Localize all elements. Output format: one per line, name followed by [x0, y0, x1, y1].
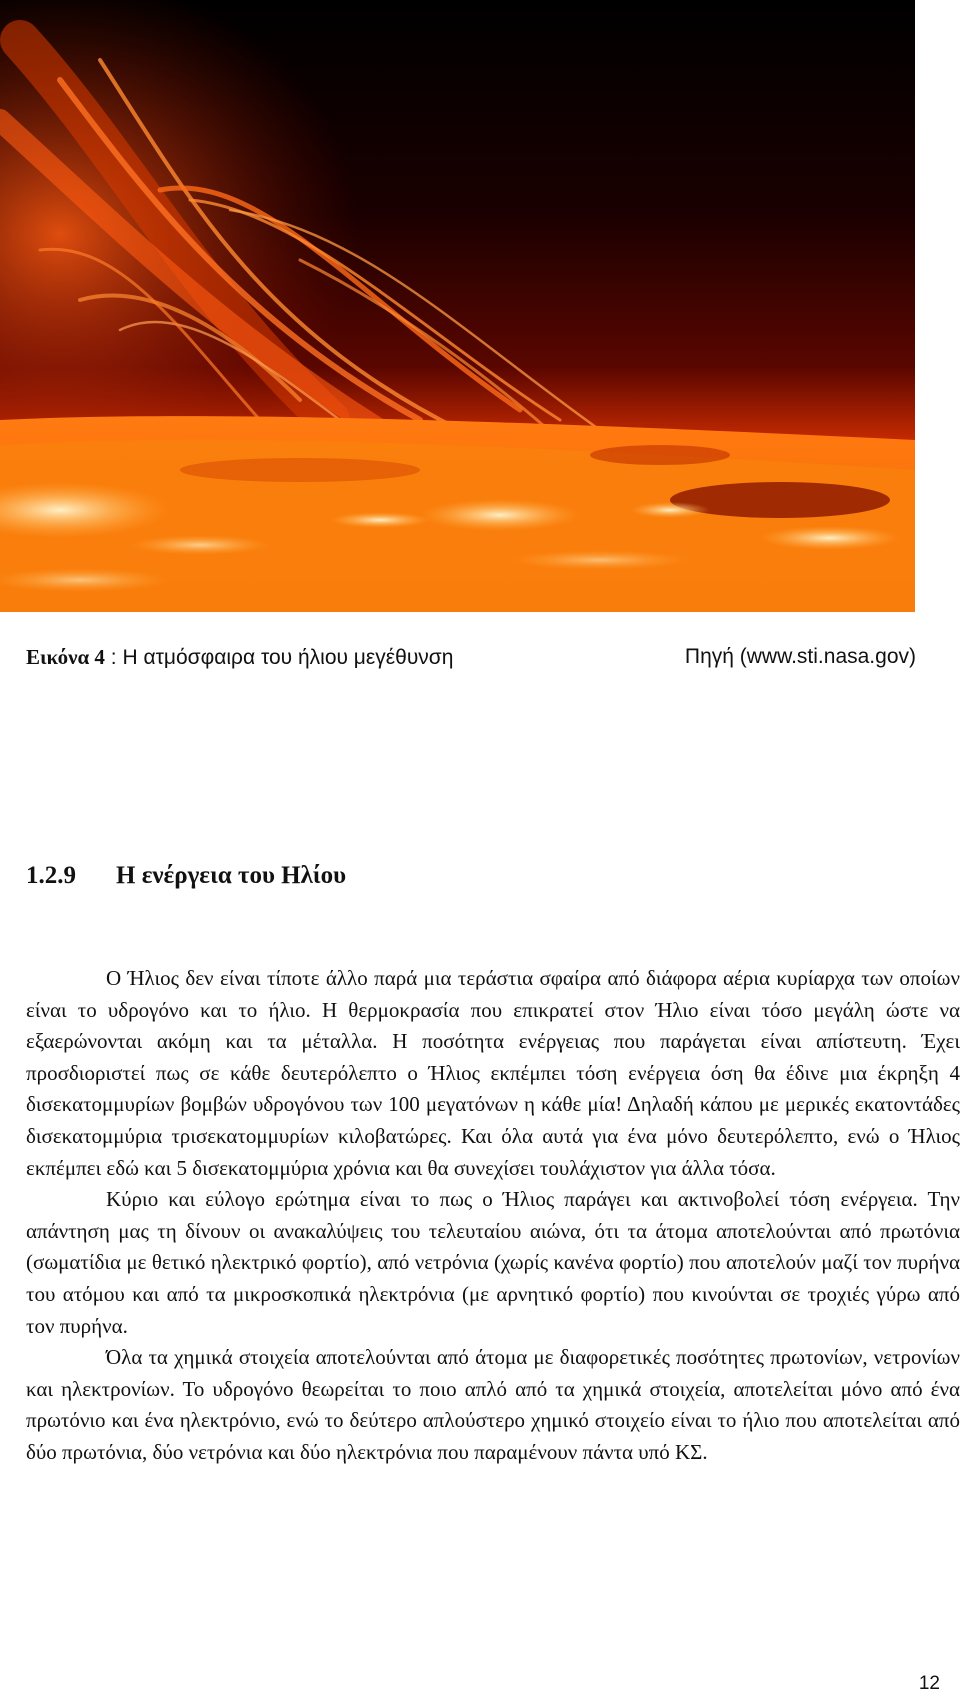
page-number: 12: [918, 1673, 940, 1694]
solar-atmosphere-figure: [0, 0, 915, 612]
caption-label: Εικόνα 4: [26, 645, 105, 669]
solar-atmosphere-icon: [0, 0, 915, 612]
caption-source: Πηγή (www.sti.nasa.gov): [684, 645, 916, 668]
section-number: 1.2.9: [26, 862, 76, 889]
section-title: Η ενέργεια του Ηλίου: [116, 862, 347, 889]
caption-text: Η ατμόσφαιρα του ήλιου μεγέθυνση: [122, 646, 454, 669]
paragraph: Ο Ήλιος δεν είναι τίποτε άλλο παρά μια τεράστια σφαίρα από διάφορα αέρια κυρίαρχα των οποίων είναι το υδρογόνο και το ήλιο. Η θερμοκρασία που επικρατεί στον Ήλιο είναι τόσο μεγάλη ώστε να εξαερώνονται ακόμη και τα μέταλλα. Η ποσότητα ενέργειας που παράγεται είναι απίστευτη. Έχει προσδιοριστεί πως σε κάθε δευτερόλεπτο ο Ήλιος εκπέμπει τόση ενέργεια όση θα έδινε μια έκρηξη 4 δισεκατομμυρίων βομβών υδρογόνου των 100 μεγατόνων η κάθε μία! Δηλαδή κάπου με μερικές εκατοντάδες δισεκατομμύρια τρισεκατομμυρίων κιλοβατώρες. Και όλα αυτά για ένα μόνο δευτερόλεπτο, ενώ ο Ήλιος εκπέμπει εδώ και 5 δισεκατομμύρια χρόνια και θα συνεχίσει τουλάχιστον για άλλα τόσα.: [26, 966, 960, 1180]
paragraph: Κύριο και εύλογο ερώτημα είναι το πως ο Ήλιος παράγει και ακτινοβολεί τόση ενέργεια. Την απάντηση μας τη δίνουν οι ανακαλύψεις του τελευταίου αιώνα, ότι τα άτομα αποτελούνται από πρωτόνια (σωματίδια με θετικό ηλεκτρικό φορτίο), από νετρόνια (χωρίς κανένα φορτίο) που αποτελούν μαζί τον πυρήνα του ατόμου και από τα μικροσκοπικά ηλεκτρόνια (με αρνητικό φορτίο) που κινούνται σε τροχιές γύρω από τον πυρήνα.: [26, 1187, 960, 1338]
figure-caption: [26, 642, 916, 673]
caption-separator: :: [104, 646, 123, 669]
paragraph: Όλα τα χημικά στοιχεία αποτελούνται από άτομα με διαφορετικές ποσότητες πρωτονίων, νετρονίων και ηλεκτρονίων. Το υδρογόνο θεωρείται το ποιο απλό από τα χημικά στοιχεία, αποτελείται μόνο από ένα πρωτόνιο και ένα ηλεκτρόνιο, ενώ το δεύτερο απλούστερο χημικό στοιχείο είναι το ήλιο που αποτελείται από δύο πρωτόνια, δύο νετρόνια και δύο ηλεκτρόνια που παραμένουν πάντα υπό ΚΣ.: [26, 1345, 960, 1464]
body-text: [26, 963, 960, 1469]
section-heading: [26, 862, 346, 890]
